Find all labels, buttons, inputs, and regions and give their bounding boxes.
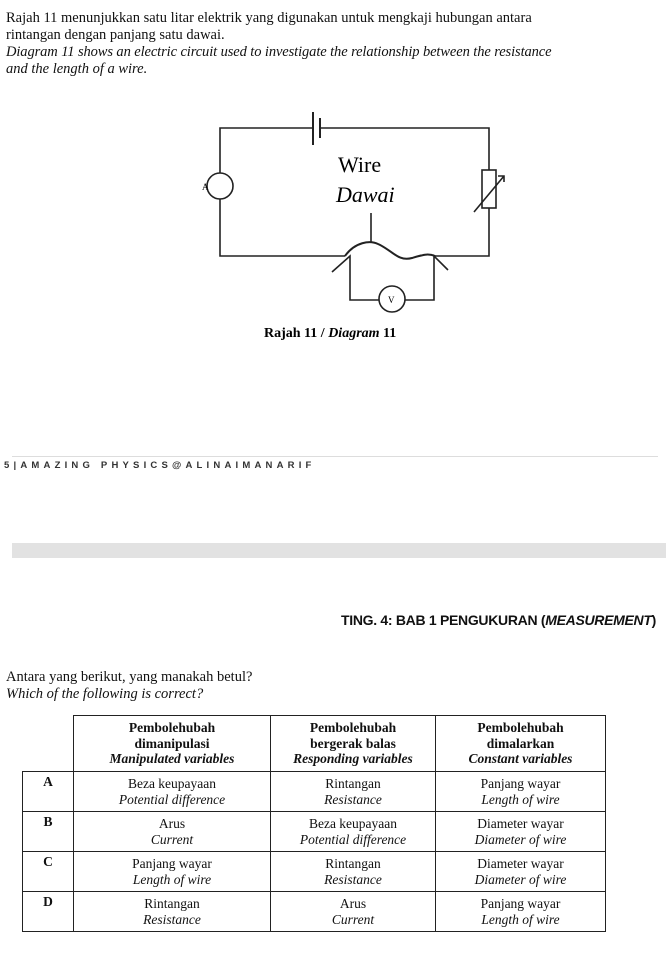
option-cell: Panjang wayar Length of wire [436,892,606,932]
table-row-option-d [23,892,606,932]
table-row-option-c [23,852,606,892]
test-wire [345,242,435,259]
question-en: Which of the following is correct? [6,686,204,702]
diagram-caption: Rajah 11 / Diagram 11 [264,326,397,341]
option-cell: Panjang wayar Length of wire [74,852,271,892]
wire-label-en: Wire [338,152,382,177]
question-ms: Antara yang berikut, yang manakah betul? [6,669,253,685]
option-cell: Arus Current [74,812,271,852]
header-responding: Pembolehubah bergerak balas Responding variables [271,716,436,772]
table-header-row [23,716,606,772]
circuit-diagram [0,0,666,360]
option-cell: Panjang wayar Length of wire [436,772,606,812]
intro-en-line1: Diagram 11 shows an electric circuit used to investigate the relationship between the resistance [6,44,552,60]
voltmeter-label: V [388,295,395,305]
option-cell: Diameter wayar Diameter of wire [436,852,606,892]
chapter-header: TING. 4: BAB 1 PENGUKURAN (MEASUREMENT) [341,612,656,628]
page-footer: 5|AMAZING PHYSICS@ALINAIMANARIF [4,460,316,471]
option-cell: Beza keupayaan Potential difference [74,772,271,812]
option-cell: Beza keupayaan Potential difference [271,812,436,852]
option-label: D [23,892,74,932]
voltmeter-leads [332,256,448,300]
wire-left [220,128,345,256]
intro-ms-line1: Rajah 11 menunjukkan satu litar elektrik yang digunakan untuk mengkaji hubungan antara [6,10,532,26]
rheostat-arrow [474,176,504,212]
wire-label-ms: Dawai [336,182,395,207]
table-row-option-b [23,812,606,852]
answer-options-table [22,715,606,932]
table-row-option-a [23,772,606,812]
page-divider [12,456,658,457]
option-cell: Rintangan Resistance [271,772,436,812]
ammeter-label: A [202,182,209,192]
option-cell: Rintangan Resistance [74,892,271,932]
ammeter-icon [207,173,233,199]
option-cell: Rintangan Resistance [271,852,436,892]
header-constant: Pembolehubah dimalarkan Constant variables [436,716,606,772]
option-label: A [23,772,74,812]
option-label: B [23,812,74,852]
table-corner [23,716,74,772]
option-cell: Diameter wayar Diameter of wire [436,812,606,852]
option-cell: Arus Current [271,892,436,932]
page-gap-band [12,543,666,558]
intro-en-line2: and the length of a wire. [6,61,148,77]
option-label: C [23,852,74,892]
intro-ms-line2: rintangan dengan panjang satu dawai. [6,27,225,43]
header-manipulated: Pembolehubah dimanipulasi Manipulated variables [74,716,271,772]
